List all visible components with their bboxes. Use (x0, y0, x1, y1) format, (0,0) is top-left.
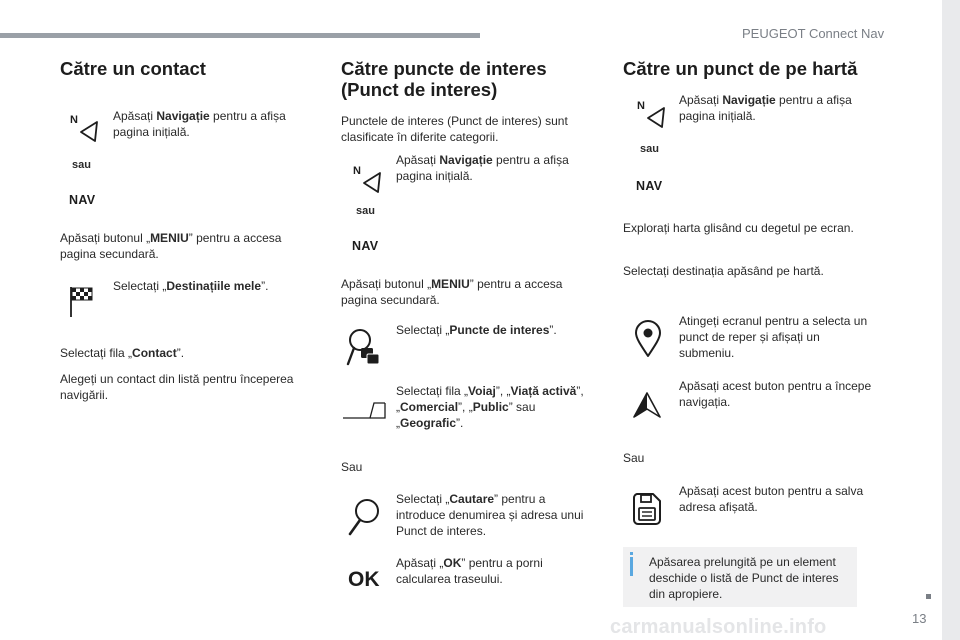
col3-step-touch-screen: Atingeți ecranul pentru a selecta un punct de reper și afișați un submeniu. (679, 314, 868, 360)
nav-button-label: NAV (636, 179, 663, 193)
search-icon (347, 497, 381, 537)
category-tabs-icon (342, 400, 386, 420)
manual-brand: PEUGEOT Connect Nav (742, 26, 885, 41)
info-note (623, 547, 857, 607)
info-icon-dot (630, 552, 633, 555)
col3-or: Sau (623, 451, 645, 465)
poi-search-icon (346, 328, 382, 368)
or-label: sau (72, 159, 91, 171)
col2-step-ok: Apăsați „OK” pentru a porni calcularea traseului. (396, 556, 543, 586)
north-letter: N (70, 114, 78, 126)
section-title-poi: Către puncte de interes (Punct de interes) (341, 58, 547, 100)
section-title-map-point: Către un punct de pe hartă (623, 58, 858, 79)
section-title-contact: Către un contact (60, 58, 206, 79)
col1-step-choose-contact: Alegeți un contact din listă pentru începerea navigării. (60, 372, 294, 402)
info-note-text: Apăsarea prelungită pe un element deschide o listă de Punct de interes din apropiere. (649, 555, 839, 601)
map-pin-icon (634, 320, 662, 358)
col2-step-search: Selectați „Cautare” pentru a introduce denumirea și adresa unui Punct de interes. (396, 492, 584, 538)
col2-or: Sau (341, 460, 363, 474)
start-navigation-icon (633, 392, 661, 418)
col2-step-category-tab: Selectați fila „Voiaj”, „Viață activă”, „Comercial”, „Public” sau „Geografic”. (396, 384, 584, 430)
navigation-arrow-icon (78, 120, 100, 144)
checkered-flag-icon (69, 286, 95, 318)
col1-step-destinations: Selectați „Destinațiile mele”. (113, 279, 269, 293)
col3-step-select-destination: Selectați destinația apăsând pe hartă. (623, 264, 824, 278)
navigation-arrow-icon (361, 171, 383, 195)
or-label: sau (640, 143, 659, 155)
nav-button-label: NAV (69, 193, 96, 207)
north-letter: N (637, 100, 645, 112)
watermark: carmanualsonline.info (610, 616, 827, 638)
col3-step-explore-map: Explorați harta glisând cu degetul pe ecran. (623, 221, 854, 235)
col1-step-navigation: Apăsați Navigație pentru a afișa pagina inițială. (113, 109, 286, 139)
col2-step-poi: Selectați „Puncte de interes”. (396, 323, 557, 337)
info-icon (630, 557, 633, 576)
header-rule (0, 33, 480, 38)
page-edge-strip (942, 0, 960, 640)
navigation-arrow-icon (645, 106, 667, 130)
col1-step-contact-tab: Selectați fila „Contact”. (60, 346, 185, 360)
col2-step-menu: Apăsați butonul „MENIU” pentru a accesa pagina secundară. (341, 277, 563, 307)
col3-step-navigation: Apăsați Navigație pentru a afișa pagina inițială. (679, 93, 852, 123)
ok-button-label: OK (348, 568, 380, 591)
col1-step-menu: Apăsați butonul „MENIU” pentru a accesa pagina secundară. (60, 231, 282, 261)
col3-step-save-address: Apăsați acest buton pentru a salva adresa afișată. (679, 484, 864, 514)
page-number: 13 (912, 611, 927, 626)
save-address-icon (632, 492, 662, 526)
col2-step-navigation: Apăsați Navigație pentru a afișa pagina inițială. (396, 153, 569, 183)
col3-step-start-navigation: Apăsați acest buton pentru a începe navigația. (679, 379, 872, 409)
or-label: sau (356, 205, 375, 217)
nav-button-label: NAV (352, 239, 379, 253)
north-letter: N (353, 165, 361, 177)
page-marker (926, 594, 931, 599)
col2-intro: Punctele de interes (Punct de interes) sunt clasificate în diferite categorii. (341, 114, 568, 144)
